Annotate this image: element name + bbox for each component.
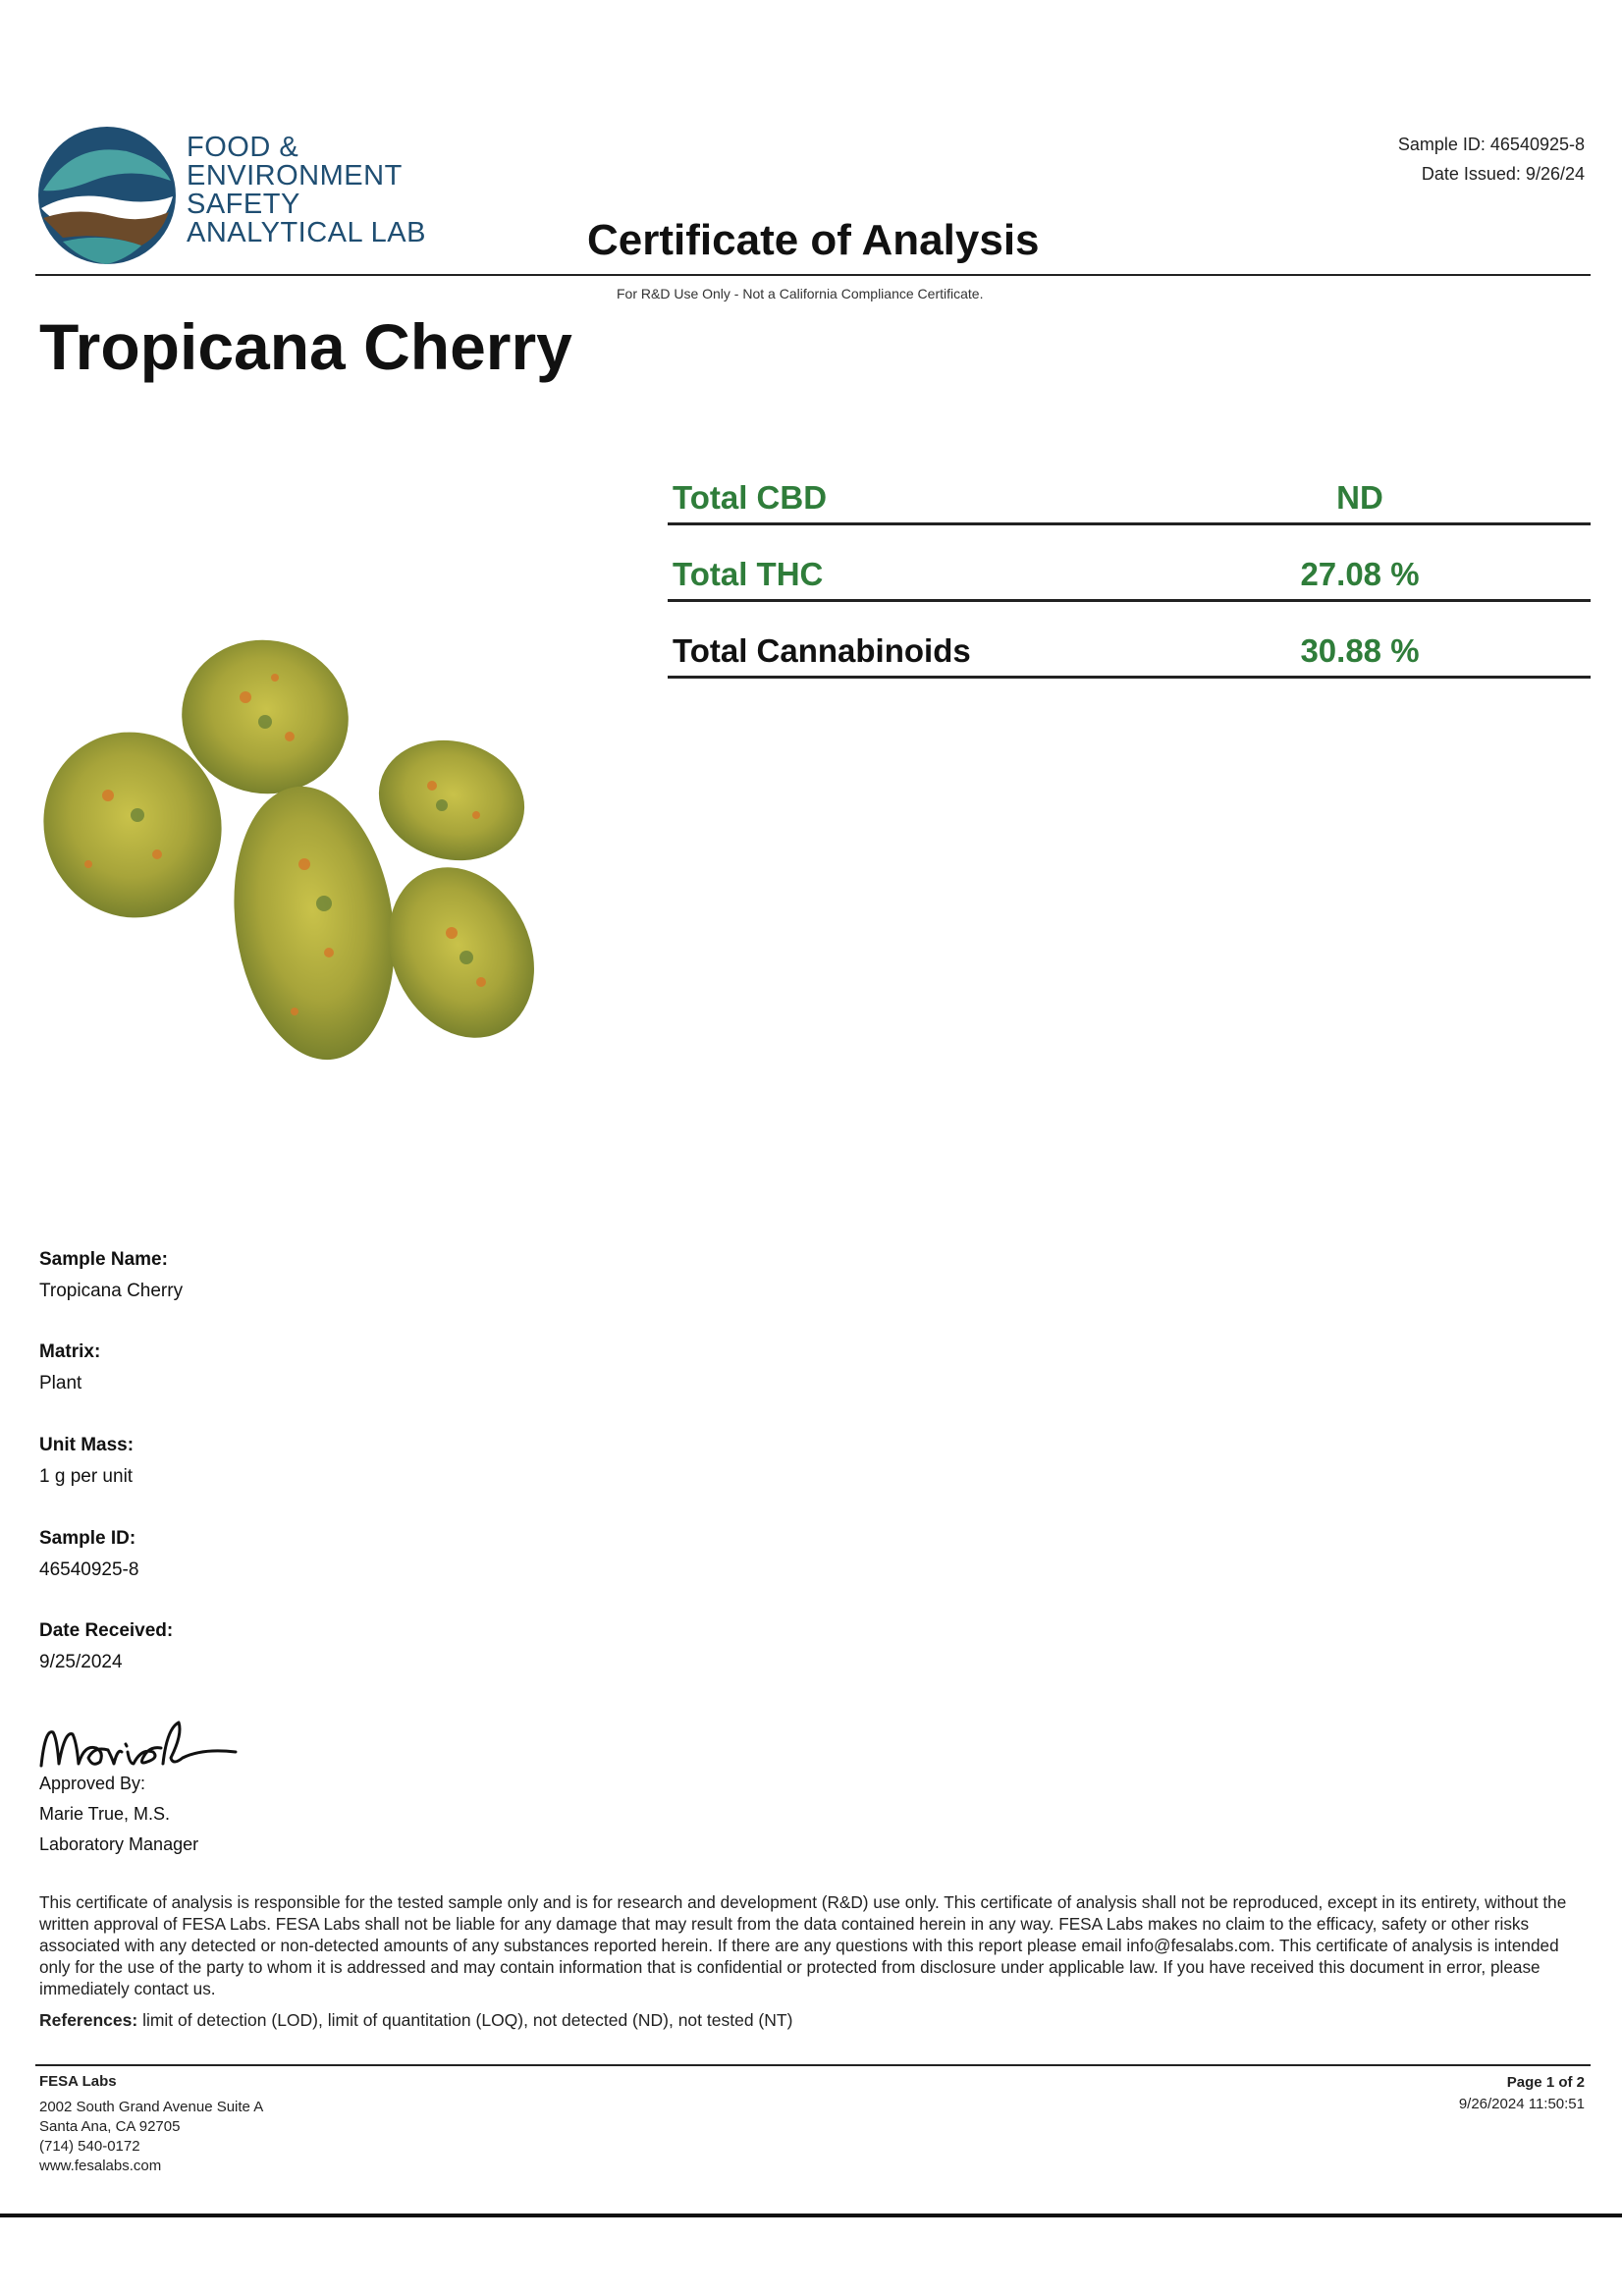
lab-name-line: FOOD & — [187, 132, 299, 163]
lab-name-line: ANALYTICAL LAB — [187, 217, 426, 248]
date-received-label: Date Received: — [39, 1620, 174, 1641]
lab-name — [187, 134, 426, 247]
approver-title: Laboratory Manager — [39, 1834, 199, 1854]
header-divider — [35, 274, 1591, 276]
lab-name-line: SAFETY — [187, 189, 300, 220]
lab-logo — [33, 122, 181, 269]
approver-signature — [35, 1709, 242, 1777]
unit-mass-label: Unit Mass: — [39, 1435, 135, 1455]
potency-value: ND — [1336, 479, 1383, 516]
footer-phone: (714) 540-0172 — [39, 2138, 140, 2155]
matrix-label: Matrix: — [39, 1341, 101, 1362]
product-photo — [29, 629, 550, 1080]
matrix-value: Plant — [39, 1373, 82, 1394]
page-bottom-rule — [0, 2214, 1622, 2217]
references-text: limit of detection (LOD), limit of quantitation (LOQ), not detected (ND), not tested (NT) — [137, 2010, 793, 2030]
references-label: References: — [39, 2010, 138, 2030]
sample-id-value: 46540925-8 — [39, 1559, 139, 1580]
potency-row-total — [668, 613, 1591, 679]
disclaimer-text: This certificate of analysis is responsible for the tested sample only and is for research and development (R&D) use only. This certificate of analysis shall not be reproduced, except in its entirety, without the written approval of FESA Labs. FESA Labs shall not be liable for any damage that may result from the data contained herein in any way. FESA Labs makes no claim to the efficacy, safety or other risks associated with any detected or non-detected amounts of any substances reported herein. If there are any questions with this report please email info@fesalabs.com. This certificate of analysis is intended only for the use of the party to whom it is addressed and may contain information that is confidential or protected from disclosure under applicable law. If you have received this document in error, please immediately contact us. — [39, 1892, 1567, 1998]
potency-row-thc — [668, 536, 1591, 602]
potency-label: Total Cannabinoids — [673, 632, 971, 669]
header-date-issued: Date Issued: 9/26/24 — [1421, 164, 1585, 184]
date-received-value: 9/25/2024 — [39, 1652, 123, 1672]
approver-name: Marie True, M.S. — [39, 1804, 171, 1824]
footer-address-line2: Santa Ana, CA 92705 — [39, 2118, 181, 2135]
potency-row-cbd — [668, 460, 1591, 525]
footer-divider — [35, 2064, 1591, 2066]
unit-mass-value: 1 g per unit — [39, 1466, 134, 1487]
potency-value: 30.88 % — [1300, 632, 1420, 669]
references — [39, 2010, 792, 2031]
approved-by-label: Approved By: — [39, 1774, 146, 1793]
footer-address-line1: 2002 South Grand Avenue Suite A — [39, 2099, 264, 2115]
potency-value: 27.08 % — [1300, 556, 1420, 592]
header-sample-id: Sample ID: 46540925-8 — [1397, 135, 1585, 154]
sample-meta — [1398, 130, 1585, 189]
footer-address-block — [39, 2072, 263, 2176]
sample-name-label: Sample Name: — [39, 1249, 168, 1270]
report-timestamp: 9/26/2024 11:50:51 — [1458, 2096, 1585, 2112]
lab-name-line: ENVIRONMENT — [187, 160, 403, 191]
product-title: Tropicana Cherry — [39, 310, 572, 383]
footer-company: FESA Labs — [39, 2073, 117, 2090]
footer-page-block — [1459, 2072, 1585, 2115]
sample-name-value: Tropicana Cherry — [39, 1281, 184, 1301]
page-number: Page 1 of 2 — [1506, 2074, 1585, 2091]
potency-label: Total CBD — [673, 479, 828, 516]
sample-id-label: Sample ID: — [39, 1528, 136, 1549]
certificate-title: Certificate of Analysis — [587, 216, 1040, 264]
rd-use-note: For R&D Use Only - Not a California Compliance Certificate. — [617, 286, 984, 301]
footer-website[interactable]: www.fesalabs.com — [39, 2158, 162, 2174]
potency-label: Total THC — [673, 556, 824, 592]
